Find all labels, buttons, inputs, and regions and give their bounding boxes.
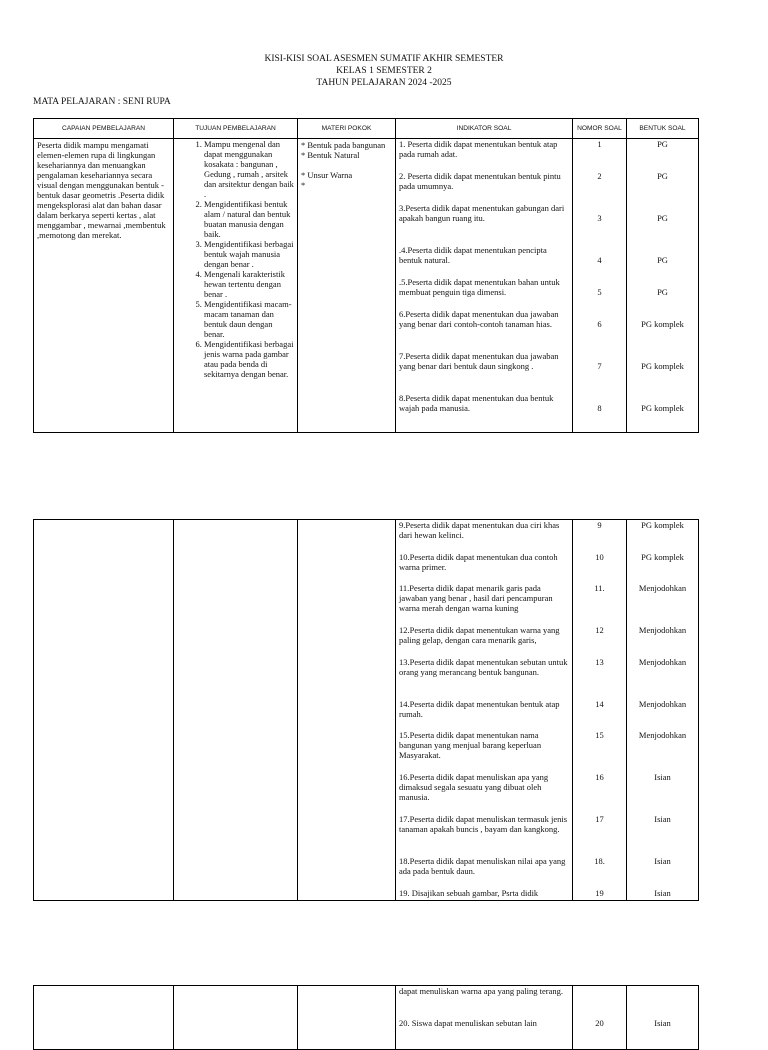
- indikator-item: 9.Peserta didik dapat menentukan dua ciri khas dari hewan kelinci.: [399, 520, 560, 540]
- table-header-row: [34, 119, 699, 139]
- nomor-item: 13: [595, 656, 604, 667]
- bentuk-item: Isian: [654, 772, 671, 782]
- bentuk-cell: [627, 986, 699, 1050]
- indikator-item: .5.Peserta didik dapat menentukan bahan untuk membuat penguin tiga dimensi.: [399, 277, 560, 297]
- subject-label: MATA PELAJARAN : SENI RUPA: [33, 97, 171, 107]
- bentuk-item: Menjodohkan: [638, 730, 687, 740]
- col-header-capaian: CAPAIAN PEMBELAJARAN: [34, 119, 174, 139]
- document-title: KISI-KISI SOAL ASESMEN SUMATIF AKHIR SEMESTER: [264, 54, 504, 64]
- tujuan-item: 5. Mengidentifikasi macam- macam tanaman dan bentuk daun dengan benar.: [204, 299, 295, 339]
- nomor-item: 17: [595, 814, 604, 824]
- bentuk-cell: [627, 520, 699, 901]
- tujuan-item: 1. Mampu mengenal dan dapat menggunakan kosakata : bangunan , Gedung , rumah , arsitek dan arsitektur dengan baik .: [204, 139, 295, 199]
- kisi-table-3: [33, 985, 699, 1050]
- tujuan-item: 6. Mengidentifikasi berbagai jenis warna pada gambar atau pada benda di sekitarnya dengan benar.: [204, 339, 295, 379]
- nomor-item: 10: [595, 551, 604, 562]
- nomor-item: 20: [595, 1017, 604, 1028]
- nomor-cell: [573, 520, 627, 901]
- document-class: KELAS 1 SEMESTER 2: [336, 66, 432, 76]
- bentuk-item: PG: [657, 287, 668, 297]
- nomor-item: 12: [595, 625, 604, 635]
- col-header-tujuan: TUJUAN PEMBELAJARAN: [174, 119, 298, 139]
- bentuk-item: Isian: [654, 1017, 671, 1028]
- nomor-item: 18.: [594, 856, 605, 866]
- nomor-item: 4: [597, 255, 602, 265]
- nomor-item: 6: [597, 319, 602, 329]
- tujuan-list: [174, 139, 297, 379]
- tujuan-item: 4. Mengenali karakteristik hewan tertentu dengan benar .: [204, 269, 295, 299]
- materi-item: * Bentuk pada bangunan: [301, 140, 386, 150]
- table-body-row: [34, 139, 699, 433]
- indikator-item: 18.Peserta didik dapat menuliskan nilai apa yang ada pada bentuk daun.: [399, 856, 566, 876]
- indikator-item: 1. Peserta didik dapat menentukan bentuk atap pada rumah adat.: [399, 139, 558, 159]
- nomor-item: 1: [597, 139, 602, 149]
- nomor-item: [573, 986, 626, 1018]
- materi-item: *: [301, 180, 306, 190]
- indikator-item: 19. Disajikan sebuah gambar, Psrta didik: [399, 887, 539, 898]
- nomor-item: 7: [597, 361, 602, 371]
- bentuk-item: Menjodohkan: [638, 656, 687, 667]
- indikator-item: 10.Peserta didik dapat menentukan dua contoh warna primer.: [399, 551, 558, 572]
- tujuan-cell-empty: [174, 986, 298, 1050]
- kisi-table-1: [33, 118, 699, 433]
- bentuk-item: PG komplek: [641, 319, 684, 329]
- indikator-item: 17.Peserta didik dapat menuliskan termasuk jenis tanaman apakah buncis , bayam dan kangkong.: [399, 814, 568, 834]
- col-header-bentuk: BENTUK SOAL: [627, 119, 699, 139]
- materi-cell-empty: [298, 520, 396, 901]
- materi-item: * Unsur Warna: [301, 170, 353, 180]
- bentuk-item: [627, 986, 698, 1018]
- bentuk-item: Isian: [654, 856, 671, 866]
- nomor-cell: [573, 986, 627, 1050]
- indikator-item: .4.Peserta didik dapat menentukan pencipta bentuk natural.: [399, 245, 547, 265]
- tujuan-cell-empty: [174, 520, 298, 901]
- kisi-table-2: [33, 519, 699, 901]
- indikator-item: 16.Peserta didik dapat menuliskan apa yang dimaksud segala sesuatu yang dibuat oleh manusia.: [399, 772, 549, 802]
- col-header-indikator: INDIKATOR SOAL: [396, 119, 573, 139]
- nomor-item: 14: [595, 698, 604, 709]
- materi-item: * Bentuk Natural: [301, 150, 360, 160]
- nomor-item: 2: [597, 171, 602, 181]
- bentuk-item: PG komplek: [641, 520, 684, 530]
- indikator-item: 14.Peserta didik dapat menentukan bentuk atap rumah.: [399, 698, 560, 719]
- tujuan-item: 3. Mengidentifikasi berbagai bentuk wajah manusia dengan benar .: [204, 239, 295, 269]
- bentuk-item: Isian: [654, 887, 671, 898]
- indikator-item: 7.Peserta didik dapat menentukan dua jawaban yang benar dari bentuk daun singkong .: [399, 351, 559, 371]
- bentuk-item: PG: [657, 213, 668, 223]
- table-body-row: [34, 520, 699, 901]
- bentuk-item: Menjodohkan: [638, 583, 687, 593]
- indikator-item: dapat menuliskan warna apa yang paling terang.: [399, 986, 564, 996]
- bentuk-item: Isian: [654, 814, 671, 824]
- tujuan-item: 2. Mengidentifikasi bentuk alam / natural dan bentuk buatan manusia dengan baik.: [204, 199, 295, 239]
- table-body-row: [34, 986, 699, 1050]
- materi-cell: [298, 139, 396, 433]
- nomor-cell: [573, 139, 627, 433]
- indikator-cell: [396, 139, 573, 433]
- indikator-item: 11.Peserta didik dapat menarik garis pada jawaban yang benar , hasil dari pencampuran warna merah dengan warna kuning: [399, 583, 553, 613]
- capaian-text: Peserta didik mampu mengamati elemen-elemen rupa di lingkungan kesehariannya dan menuangkan pengalaman kesehariannya secara visual dengan menggunakan bentuk -bentuk dasar geometris .Peserta didik mengeksplorasi alat dan bahan dasar dalam berkarya seperti kertas , alat menggambar , mewarnai ,membentuk ,memotong dan merekat.: [37, 140, 166, 240]
- indikator-item: 8.Peserta didik dapat menentukan dua bentuk wajah pada manusia.: [399, 393, 554, 413]
- indikator-item: 6.Peserta didik dapat menentukan dua jawaban yang benar dari contoh-contoh tanaman hias.: [399, 309, 559, 329]
- nomor-item: 16: [595, 772, 604, 782]
- indikator-item: 12.Peserta didik dapat menentukan warna yang paling gelap, dengan cara menarik garis,: [399, 625, 560, 645]
- document-year: TAHUN PELAJARAN 2024 -2025: [316, 78, 452, 88]
- bentuk-item: PG: [657, 139, 668, 149]
- nomor-item: 9: [597, 520, 602, 530]
- capaian-cell-empty: [34, 520, 174, 901]
- nomor-item: 3: [597, 213, 602, 223]
- capaian-cell-empty: [34, 986, 174, 1050]
- nomor-item: 19: [595, 887, 604, 898]
- nomor-item: 8: [597, 403, 602, 413]
- bentuk-item: PG komplek: [641, 361, 684, 371]
- indikator-item: 13.Peserta didik dapat menentukan sebutan untuk orang yang merancang bentuk bangunan.: [399, 656, 568, 677]
- indikator-item: 15.Peserta didik dapat menentukan nama bangunan yang menjual barang keperluan Masyarakat.: [399, 730, 542, 760]
- indikator-item: 20. Siswa dapat menuliskan sebutan lain: [399, 1017, 537, 1028]
- bentuk-cell: [627, 139, 699, 433]
- materi-cell-empty: [298, 986, 396, 1050]
- indikator-item: 2. Peserta didik dapat menentukan bentuk pintu pada umumnya.: [399, 171, 561, 191]
- capaian-cell: [34, 139, 174, 433]
- bentuk-item: Menjodohkan: [638, 698, 687, 709]
- bentuk-item: PG: [657, 171, 668, 181]
- tujuan-cell: [174, 139, 298, 433]
- indikator-cell: [396, 986, 573, 1050]
- col-header-materi: MATERI POKOK: [298, 119, 396, 139]
- nomor-item: 11.: [594, 583, 605, 593]
- bentuk-item: Menjodohkan: [638, 625, 687, 635]
- bentuk-item: PG komplek: [641, 403, 684, 413]
- nomor-item: 15: [595, 730, 604, 740]
- indikator-item: 3.Peserta didik dapat menentukan gabungan dari apakah bangun ruang itu.: [399, 203, 565, 223]
- indikator-cell: [396, 520, 573, 901]
- col-header-nomor: NOMOR SOAL: [573, 119, 627, 139]
- bentuk-item: PG komplek: [641, 551, 684, 562]
- nomor-item: 5: [597, 287, 602, 297]
- bentuk-item: PG: [657, 255, 668, 265]
